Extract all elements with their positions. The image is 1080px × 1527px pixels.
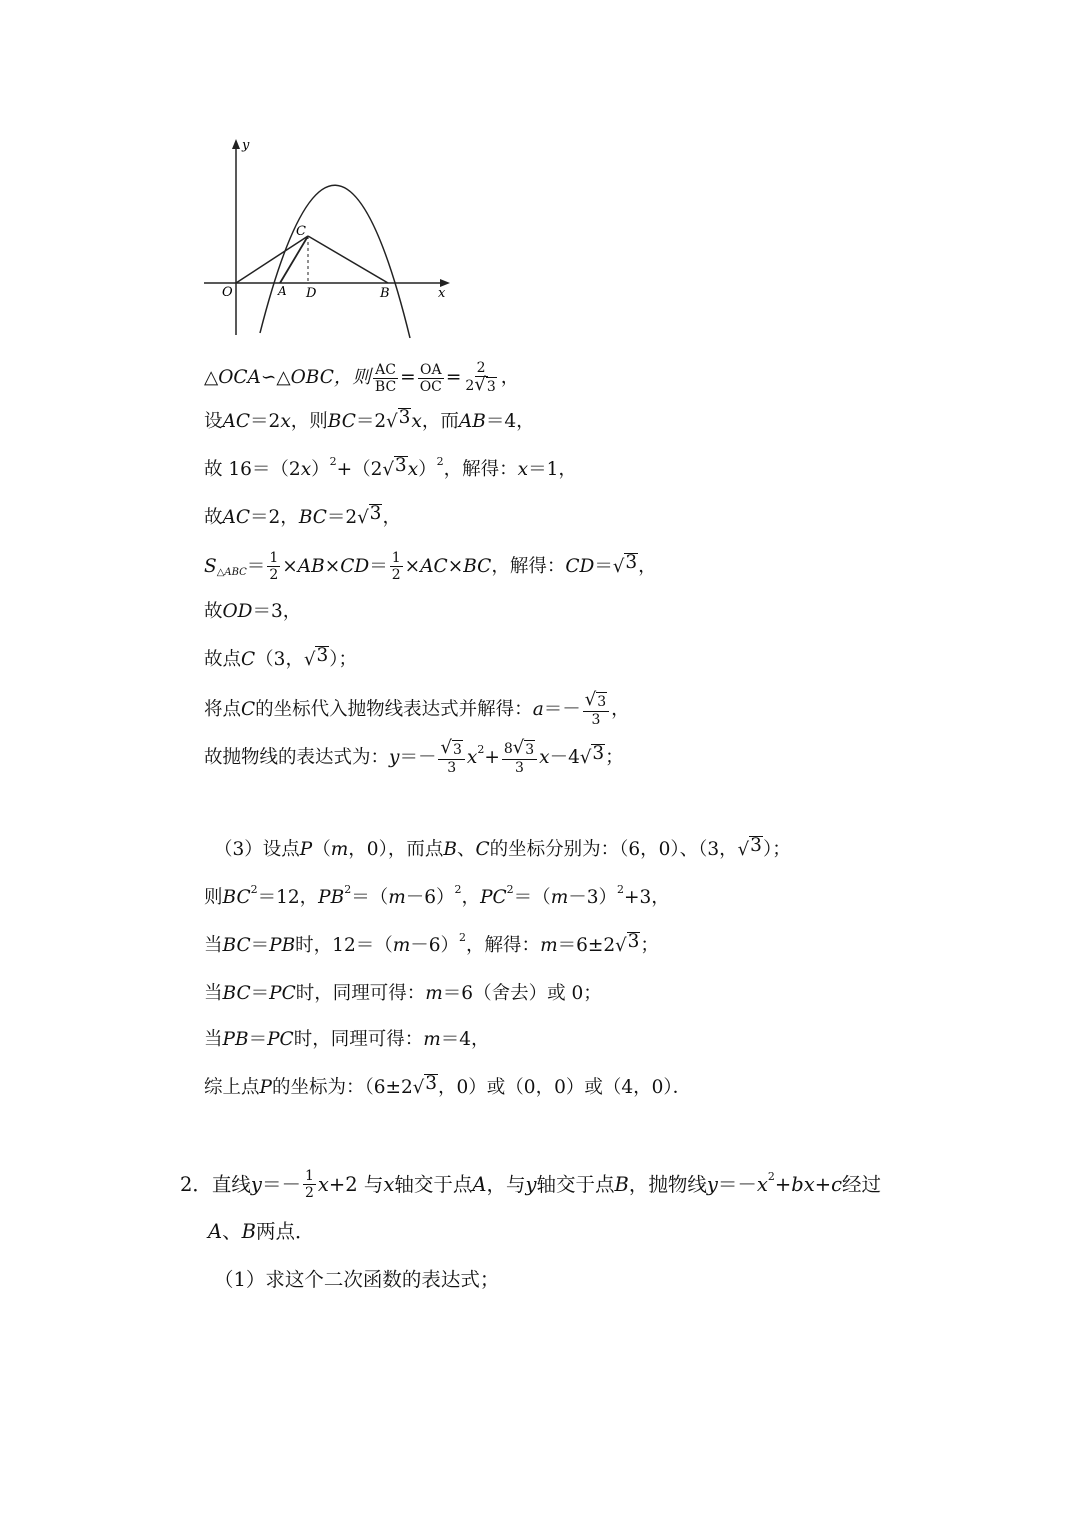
var: PC (267, 1029, 294, 1050)
segment-oc (236, 236, 308, 283)
var: AC (222, 411, 251, 432)
superscript: 2 (477, 743, 485, 756)
var: C (475, 839, 490, 860)
text: ＝2 (326, 507, 358, 528)
solution-part3-line-3 (204, 932, 659, 960)
var: y (525, 1172, 537, 1196)
text: 、 (222, 1220, 242, 1243)
text: 故点 (204, 649, 242, 670)
var: x (411, 411, 422, 432)
superscript: 2 (459, 931, 467, 944)
question-2-line-2 (208, 1218, 314, 1246)
text: ＝2 (250, 411, 281, 432)
text: 故 16＝（2 (204, 459, 301, 480)
solution-part3-line-1 (214, 836, 791, 864)
var: PC (269, 983, 296, 1004)
text: 的坐标代入抛物线表达式并解得： (255, 699, 533, 720)
superscript: 2 (767, 1169, 775, 1183)
var: BC (222, 935, 251, 956)
var: x (407, 459, 419, 480)
solution-line-1 (204, 360, 519, 396)
solution-line-8 (204, 689, 630, 728)
var: AB (297, 555, 325, 577)
text: 综上点 (204, 1077, 260, 1098)
segment-cb (308, 236, 388, 283)
var: m (388, 887, 406, 908)
label-x: x (438, 286, 446, 301)
text: 故 (204, 507, 223, 528)
var: S (204, 555, 217, 577)
subscript: △ABC (216, 566, 247, 578)
text: = (400, 367, 416, 388)
solution-line-5 (204, 550, 657, 583)
var: A (472, 1172, 487, 1196)
var: BC (222, 887, 251, 908)
text: ＝－ (399, 747, 437, 768)
parabola-figure (196, 135, 456, 345)
text: ） (418, 459, 437, 480)
fraction-half (267, 550, 280, 583)
text: 设 (204, 411, 223, 432)
text: 、 (456, 839, 476, 860)
var: PB (269, 935, 296, 956)
denominator (463, 374, 498, 396)
var: B (443, 839, 457, 860)
text: ， (638, 555, 657, 577)
text: （3）设点 (214, 839, 300, 860)
var: C (241, 649, 256, 670)
text: ， (461, 887, 481, 908)
radicand: 3 (525, 742, 535, 758)
label-a: A (278, 284, 287, 298)
var: x (300, 459, 312, 480)
numerator: 1 (269, 550, 279, 566)
var: x (317, 1172, 329, 1196)
text: ，解得： (443, 459, 518, 480)
label-d: D (306, 286, 317, 301)
text: 故抛物线的表达式为： (204, 747, 390, 768)
superscript: 2 (506, 883, 514, 896)
denominator: 3 (515, 760, 524, 776)
text: 经过 (842, 1172, 882, 1196)
fraction-ac-bc (373, 362, 398, 395)
text: × (324, 555, 341, 577)
var: x (466, 747, 478, 768)
sqrt: √ 3 (615, 931, 640, 956)
var: m (550, 887, 569, 908)
radicand: 3 (592, 743, 605, 764)
var: x (280, 411, 291, 432)
fraction-8root3-over-3 (502, 737, 537, 776)
text: ＝2， (250, 507, 299, 528)
solution-part3-line-6 (204, 1074, 691, 1102)
text: ，0）或（0，0）或（4，0）． (438, 1077, 692, 1098)
var: A (208, 1220, 223, 1243)
text: ，解得： (491, 555, 566, 577)
sqrt: √ 3 (303, 645, 329, 670)
solution-line-2 (204, 408, 535, 436)
radicand: 3 (398, 407, 411, 428)
text: ＝－ (543, 699, 581, 720)
text: ）； (762, 839, 791, 860)
text: －4 (549, 747, 580, 768)
text: ，而 (421, 411, 459, 432)
fraction-half (390, 550, 403, 583)
text: ＝ (250, 935, 270, 956)
superscript: 2 (344, 883, 352, 896)
text: ， (382, 507, 401, 528)
text: ，则 (290, 411, 328, 432)
radicand: 3 (750, 835, 762, 856)
text: 8 (503, 741, 513, 757)
var: bx (791, 1172, 815, 1196)
radicand: 3 (369, 503, 382, 524)
text: 两点． (255, 1220, 315, 1243)
text: ，抛物线 (628, 1172, 707, 1196)
solution-part3-line-5 (204, 1026, 490, 1054)
var: CD (340, 555, 370, 577)
solution-part3-line-2 (204, 884, 670, 912)
label-y: y (242, 138, 250, 153)
label-o: O (222, 285, 233, 300)
var: BC (463, 555, 492, 577)
text: = (445, 367, 462, 388)
solution-line-3 (204, 456, 577, 484)
text: ＝（ (351, 887, 389, 908)
sqrt: √ 3 (412, 1073, 438, 1098)
text: －6） (410, 935, 460, 956)
text: 的坐标分别为：（6，0）、（3， (489, 839, 738, 860)
var: a (532, 699, 544, 720)
var: B (614, 1172, 629, 1196)
y-axis-arrow (232, 139, 240, 149)
text: ＝ (369, 555, 388, 577)
text: 时，同理可得： (295, 983, 426, 1004)
var: AC (222, 507, 251, 528)
text: （1）求这个二次函数的表达式； (214, 1268, 500, 1291)
text: + (774, 1172, 792, 1196)
segment-ac (280, 236, 308, 283)
numerator: AC (375, 361, 396, 378)
text: + (484, 747, 500, 768)
text: ） (311, 459, 330, 480)
radicand: 3 (627, 931, 640, 952)
text: ＝（ (513, 887, 551, 908)
text: ＝3， (252, 601, 302, 622)
text: 当 (204, 935, 223, 956)
var: BC (298, 507, 327, 528)
text: ，解得： (466, 935, 541, 956)
sqrt: √ 3 (612, 551, 638, 577)
text: ， (500, 367, 520, 388)
question-2-sub-1 (214, 1266, 499, 1294)
text: ）； (329, 649, 357, 670)
solution-line-7 (204, 646, 357, 674)
sqrt: √ 3 (737, 835, 762, 860)
text: ＝4， (485, 411, 535, 432)
denominator: BC (374, 378, 397, 395)
var: P (259, 1077, 272, 1098)
denominator: 3 (447, 760, 457, 776)
text: 时，12＝（ (295, 935, 393, 956)
sqrt: √ 3 (382, 455, 407, 480)
solution-line-9 (204, 737, 624, 776)
text: ＝－ (261, 1172, 301, 1196)
text: 轴交于点 (536, 1172, 615, 1196)
sqrt: √ 3 (512, 737, 535, 758)
text: 时，同理可得： (293, 1029, 424, 1050)
text: ＝12， (257, 887, 319, 908)
numerator (583, 689, 609, 712)
var: x (517, 459, 529, 480)
text: △OCA∽△OBC，则 (204, 367, 371, 388)
var: x (539, 747, 550, 768)
text: +2 与 (328, 1172, 384, 1196)
var: B (241, 1220, 256, 1243)
numerator: 1 (391, 550, 401, 566)
superscript: 2 (329, 455, 337, 468)
text: 轴交于点 (394, 1172, 473, 1196)
fraction-2-over-2root3 (463, 360, 498, 396)
var: m (540, 935, 558, 956)
text: ＝－ (717, 1172, 757, 1196)
solution-line-4 (204, 504, 401, 532)
superscript: 2 (617, 883, 625, 896)
label-b: B (380, 286, 390, 301)
denominator: 2 (304, 1185, 314, 1201)
var: PC (480, 887, 507, 908)
text: －3） (568, 887, 618, 908)
solution-part3-line-4 (204, 980, 602, 1008)
radicand: 3 (394, 455, 407, 476)
text: ； (640, 935, 659, 956)
var: m (423, 1029, 441, 1050)
text: × (404, 555, 421, 577)
numerator: OA (419, 361, 442, 378)
sqrt: √ 3 (386, 407, 411, 432)
text: ＝6±2 (557, 935, 616, 956)
text: （3， (255, 649, 304, 670)
var: x (383, 1172, 395, 1196)
var: m (392, 935, 411, 956)
var: BC (327, 411, 356, 432)
solution-line-6 (204, 598, 301, 626)
sqrt: √ 3 (579, 743, 605, 768)
text: +（2 (336, 459, 383, 480)
text: ＝1， (528, 459, 577, 480)
radicand: 3 (452, 742, 462, 758)
text: 2 (465, 378, 475, 394)
superscript: 2 (250, 883, 258, 896)
var: AC (420, 555, 448, 577)
text: （ (312, 839, 331, 860)
denominator: 2 (269, 567, 279, 583)
text: 则 (204, 887, 223, 908)
text: 2．直线 (180, 1172, 251, 1196)
var: OD (222, 601, 253, 622)
var: PB (318, 887, 345, 908)
numerator (502, 737, 537, 760)
fraction-oa-oc (418, 362, 444, 395)
superscript: 2 (436, 455, 444, 468)
question-2-line-1 (180, 1168, 881, 1201)
text: ， (611, 699, 630, 720)
text: × (282, 555, 298, 577)
var: y (706, 1172, 718, 1196)
sqrt: √ 3 (584, 689, 607, 710)
text: +3， (624, 887, 670, 908)
fraction-root3-over-3 (438, 737, 464, 776)
text: ＝ (248, 1029, 268, 1050)
text: × (447, 555, 464, 577)
parabola-curve (260, 185, 410, 338)
text: + (814, 1172, 832, 1196)
fraction-half (303, 1168, 316, 1201)
var: x (756, 1172, 768, 1196)
var: c (831, 1172, 843, 1196)
radicand: 3 (486, 379, 496, 395)
fraction-root3-over-3 (583, 689, 609, 728)
var: y (389, 747, 400, 768)
radicand: 3 (316, 645, 329, 666)
var: C (241, 699, 256, 720)
text: ； (605, 747, 624, 768)
text: ＝ (250, 983, 270, 1004)
numerator: 1 (304, 1168, 314, 1184)
var: y (250, 1172, 262, 1196)
text: 当 (204, 983, 223, 1004)
denominator: 3 (591, 712, 601, 728)
numerator (438, 737, 464, 760)
radicand: 3 (625, 551, 638, 573)
var: CD (565, 555, 595, 577)
label-c: C (296, 224, 306, 239)
text: 将点 (204, 699, 242, 720)
radicand: 3 (425, 1073, 438, 1094)
text: ＝ (594, 555, 613, 577)
sqrt: √ 3 (440, 737, 462, 758)
sqrt: √ 3 (474, 374, 496, 395)
radicand: 3 (597, 694, 607, 710)
denominator: OC (419, 378, 442, 395)
sqrt: √ 3 (357, 503, 382, 528)
var: m (425, 983, 443, 1004)
superscript: 2 (454, 883, 462, 896)
text: ＝6（舍去）或 0； (442, 983, 602, 1004)
var: P (299, 839, 313, 860)
text: －6） (405, 887, 455, 908)
var: AB (458, 411, 486, 432)
text: ，0），而点 (348, 839, 444, 860)
var: PB (222, 1029, 249, 1050)
var: m (330, 839, 349, 860)
numerator: 2 (476, 360, 486, 376)
text: ＝2 (355, 411, 387, 432)
var: BC (222, 983, 251, 1004)
denominator: 2 (391, 567, 401, 583)
text: 当 (204, 1029, 223, 1050)
text: ，与 (486, 1172, 526, 1196)
text: 故 (204, 601, 223, 622)
text: ＝ (246, 555, 266, 577)
text: ＝4， (440, 1029, 490, 1050)
text: 的坐标为：（6±2 (271, 1077, 413, 1098)
